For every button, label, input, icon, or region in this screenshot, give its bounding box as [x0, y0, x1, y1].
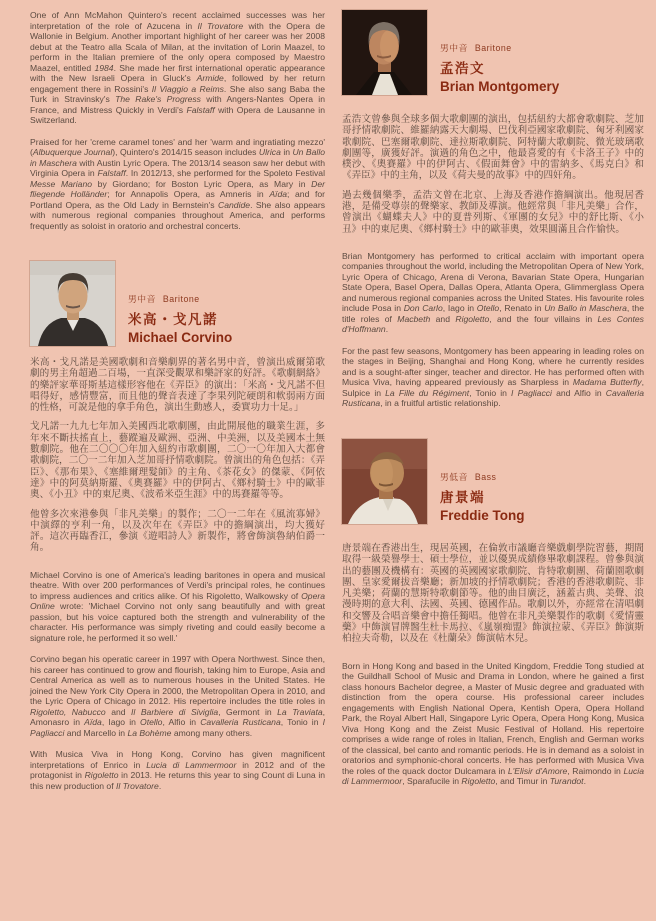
artist-name-en: Brian Montgomery [440, 79, 560, 94]
voice-type-en: Baritone [474, 43, 512, 53]
voice-type-zh: 男低音 [440, 471, 468, 482]
artist-name-en: Freddie Tong [440, 507, 525, 523]
left-column [30, 10, 325, 802]
voice-type-label [128, 292, 232, 305]
corvino-bio-zh-2: 戈凡諾一九九七年加入美國西北歌劇團，由此開展他的職業生涯，多年來不斷扶搖直上，藝蹤遍及歐洲、亞洲、中美洲，以及美國本土無數劇院。他在二〇〇〇年加入紐約市歌劇團，二〇一〇年加入大都會歌劇院，二〇一二年加入芝加哥抒情歌劇院。曾演出的角色包括：《弄臣》、《那布果》、《塞維爾理髮師》的主角、《茶花女》的傑蒙、《阿依達》中的阿莫納斯羅、《奧賽羅》中的伊阿古、《鄉村騎士》中的歐菲奧、《小丑》中的東尼奧、《波希米亞生涯》中的馬賽羅等等。 [30, 421, 325, 501]
corvino-bio-en-2: Corvino began his operatic career in 1997 with Opera Northwest. Since then, his career has continued to grow and flourish, taking him to Europe, Asia and Central America as well as to numerous houses in the United States. He joined the New York City Opera in 2000, the Metropolitan Opera in 2010, and the Lyric Opera of Chicago in 2012. His repertoire includes the title roles in Rigoletto, Nabucco and Il Barbiere di Siviglia, Germont in La Traviata, Amonasro in Aïda, Iago in Otello, Alfio in Cavalleria Rusticana, Tonio in I Pagliacci and Marcello in La Bohème among many others. [30, 654, 325, 738]
freddie-tong-portrait-icon [342, 439, 427, 524]
artist-name-zh: 米高・戈凡諾 [128, 312, 218, 327]
corvino-bio-en-3: With Musica Viva in Hong Kong, Corvino has given magnificent interpretations of Enrico in Lucia di Lammermoor in 2012 and of the protagonist in Rigoletto in 2013. He returns this year to sing Count di Luna in this new production of Il Trovatore. [30, 749, 326, 791]
voice-type-en: Bass [474, 471, 497, 482]
artist-nameblock [440, 470, 525, 524]
brian-montgomery-portrait-icon [342, 10, 427, 95]
voice-type-zh: 男中音 [128, 294, 156, 304]
montgomery-bio-zh-2: 過去幾個樂季，孟浩文曾在北京、上海及香港作擔綱演出。他現居香港，是備受尊崇的聲樂家、教師及導演。他經常與「非凡美樂」合作，曾演出《蝴蝶夫人》中的夏普列斯、《軍團的女兒》中的舒比斯、《小丑》中的東尼奧、《鄉村騎士》中的歐菲奧，效果圓滿且合作愉快。 [342, 189, 644, 235]
artist-nameblock [128, 292, 232, 346]
artist-header-freddie-tong [342, 439, 644, 524]
quintero-bio-paragraph-1: One of Ann McMahon Quintero's recent acclaimed successes was her interpretation of the role of Azucena in Il Trovatore with the Opera de Wallonie in Belgium. Another important highlight of her career was her 2008 debut at the Teatro alla Scala of Milan, at the invitation of Lorin Maazel, to perform in the Italian premiere of the only opera composed by Maestro Maazel, entitled 1984. She made her first international operatic appearance with the New Israeli Opera in Gluck's Armide, followed by her return engagement there in Rossini's Il Viaggio a Reims. She also sang Baba the Turk in Stravinsky's The Rake's Progress with Angers-Nantes Opera in France, and Mistress Quickly in Verdi's Falstaff with Opera de Lausanne in Switzerland. [30, 10, 325, 125]
michael-corvino-photo [30, 261, 115, 346]
right-column [342, 10, 644, 802]
michael-corvino-portrait-icon [30, 261, 115, 346]
corvino-bio-zh-1: 米高・戈凡諾是美國歌劇和音樂劇界的著名男中音，曾演出威爾第歌劇的男主角超過二百場，一直深受觀眾和樂評家的好評。《歌劇網絡》的樂評家華哥斯基這樣形容他在《弄臣》的演出：「米高・戈凡諾不但唱得好，感情豐富，而且他的聲音表達了李果列陀硬朗和軟弱兩方面的性格，可說是他的拿手角色，演出生動感人，委實功力十足。」 [30, 357, 325, 414]
artist-header-michael-corvino [30, 261, 325, 346]
montgomery-bio-en-1: Brian Montgomery has performed to critical acclaim with important opera companies throughout the world, including the Metropolitan Opera of New York, Lyric Opera of Chicago, Arena di Verona, Bavarian State Opera, Hungarian State Opera, Basel Opera, Dallas Opera, Atlanta Opera, Glimmerglass Opera and numerous regional companies across the United States. His favourite roles include Posa in Don Carlo, Iago in Otello, Renato in Un Ballo in Maschera, the title roles of Macbeth and Rigoletto, and the four villains in Les Contes d'Hoffmann. [342, 250, 644, 335]
montgomery-bio-zh-1: 孟浩文曾參與全球多個大歌劇團的演出，包括紐約大都會歌劇院、芝加哥抒情歌劇院、維羅納露天大劇場、巴伐利亞國家歌劇院、匈牙利國家歌劇院、巴塞爾歌劇院、達拉斯歌劇院、阿特蘭大歌劇院、微光玻璃歌劇團等，廣獲好評。演過的角色之中，他最喜愛的有《卡洛王子》中的樸沙、《奧賽羅》中的伊阿古、《假面舞會》中的雷納多、《馬克白》和《弄臣》中的主角，以及《荷夫曼的故事》中的四奸角。 [342, 114, 644, 182]
artist-name-zh: 孟浩文 [440, 61, 485, 76]
artist-header-brian-montgomery [342, 10, 644, 95]
brian-montgomery-photo [342, 10, 427, 95]
voice-type-label [440, 470, 525, 483]
tong-bio-zh-1: 唐景端在香港出生，現居英國，在倫敦市議廳音樂戲劇學院習藝，期間取得一級榮譽學士、碩士學位，並以優異成績修畢歌劇課程。曾參與演出的藝團及機構有：英國的英國國家歌劇院、肯特歌劇團、荷蘭園歌劇團、皇家愛爾拔音樂廳；新加坡的抒情歌劇院；香港的香港歌劇院、非凡美樂；荷蘭的慧斯特歌劇節等。他的曲目廣泛，涵蓋古典、美聲、浪漫時期的意大利、法國、英國、德國作品。歌劇以外，亦經常在清唱劇和交響及合唱音樂會中擔任獨唱。他曾在非凡美樂製作的歌劇《愛情靈藥》中飾演冒牌醫生杜卡馬拉、《嵐嶺痴盟》飾演拉蒙、《弄臣》飾演斯柏拉夫奇勒，以及在《杜蘭朵》飾演帖木兒。 [342, 542, 644, 645]
artist-name-en: Michael Corvino [128, 330, 233, 345]
tong-bio-en-1: Born in Hong Kong and based in the United Kingdom, Freddie Tong studied at the Guildhall School of Music and Drama in London, where he gained a first class honours Bachelor degree, a Master of Music degree and graduated with distinction from the opera course. His professional career includes engagements with English National Opera, Kentish Opera, Opera Holland Park, the Royal Albert Hall, Singapore Lyric Opera, Opera Hong Kong, Musica Viva Hong Kong and the Zeist Music Festival of Holland. His repertoire comprises a wide range of roles in Italian, French, English and German works of the classical, bel canto and romantic periods. He is in demand as a soloist in oratorios and symphonic-choral concerts. He has performed with Musica Viva the roles of the quack doctor Dulcamara in L'Elisir d'Amore, Raimondo in Lucia di Lammermoor, Sparafucile in Rigoletto, and Timur in Turandot. [342, 660, 644, 787]
voice-type-zh: 男中音 [440, 43, 468, 53]
voice-type-label [440, 41, 559, 54]
freddie-tong-photo [342, 439, 427, 524]
artist-name-zh: 唐景端 [440, 489, 485, 505]
voice-type-en: Baritone [162, 294, 200, 304]
corvino-bio-en-1: Michael Corvino is one of America's leading baritones in opera and musical theatre. With over 200 performances of Verdi's principal roles, he continues to impress audiences and critics alike. Of his Rigoletto, Walkowsky of Opera Online wrote: 'Michael Corvino not only sang beautifully and with great passion, but his voice captured both the strength and vulnerability of the character. His performance was simply riveting and could easily become a signature role, he performed it so well.' [30, 569, 325, 643]
artist-nameblock [440, 41, 559, 95]
montgomery-bio-en-2: For the past few seasons, Montgomery has been appearing in leading roles on the stages in Beijing, Shanghai and Hong Kong, where he currently resides and is a sought-after singer, teacher and director. He has performed often with Musica Viva, having appeared previously as Sharpless in Madama Butterfly, Sulpice in La Fille du Régiment, Tonio in I Pagliacci and Alfio in Cavalleria Rusticana, in a fruitful artistic relationship. [342, 345, 644, 409]
corvino-bio-zh-3: 他曾多次來港參與「非凡美樂」的製作；二〇一二年在《風流寡婦》中演繹的亨利一角，以及次年在《弄臣》中的擔綱演出，均大獲好評。這次再臨香江，參演《遊唱詩人》新製作，將會飾演魯納伯爵一角。 [30, 508, 325, 554]
quintero-bio-paragraph-2: Praised for her 'creme caramel tones' and her 'warm and ingratiating mezzo' (Albuquerque Journal), Quintero's 2014/15 season includes Ulrica in Un Ballo in Maschera with Austin Lyric Opera. The 2013/14 season saw her debut with Virginia Opera in Falstaff. In 2012/13, she performed for the Spoleto Festival Messe Mariano by Giordano; for Boston Lyric Opera, as Mary in Der fliegende Holländer; for Annapolis Opera, as Amneris in Aïda; and for Portland Opera, as the Old Lady in Bernstein's Candide. She also appears with numerous regional companies throughout America, and performs frequently as soloist in oratorio and orchestral concerts. [30, 136, 326, 231]
